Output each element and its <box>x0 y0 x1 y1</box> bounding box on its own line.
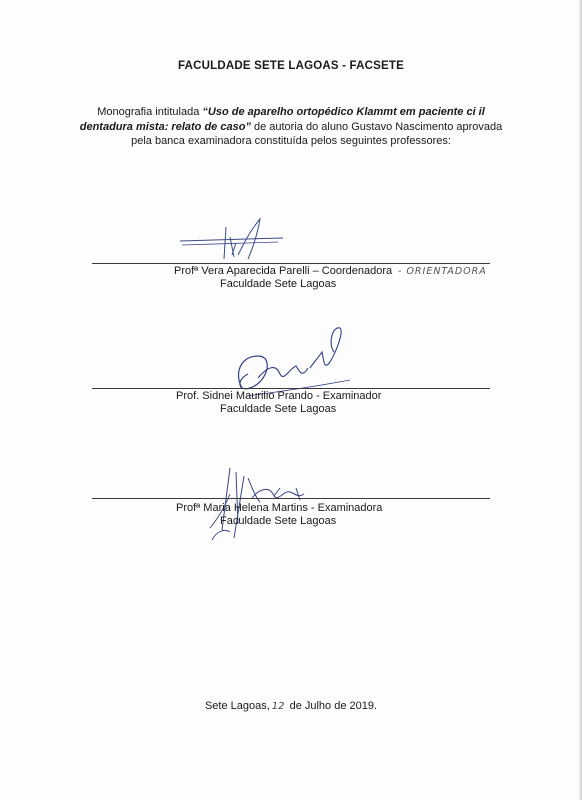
examiner-1-name: Profª Vera Aparecida Parelli – Coordenadora <box>174 265 393 277</box>
statement-suffix: de autoria do aluno Gustavo Nascimento aprovada pela banca examinadora constituída pelos seguintes professores: <box>131 120 503 147</box>
date-city: Sete Lagoas, <box>204 700 270 712</box>
examiner-2-name: Prof. Sidnei Maurilio Prando - Examinador <box>176 390 382 402</box>
date-day-handwritten: 12 <box>271 701 285 712</box>
examiner-3-name: Profª Maria Helena Martins - Examinadora <box>176 502 383 514</box>
examiner-2-institution: Faculdade Sete Lagoas <box>220 403 337 415</box>
signature-line-1 <box>92 263 490 264</box>
signature-line-3 <box>92 498 490 499</box>
signature-1 <box>178 215 288 267</box>
institution-heading: FACULDADE SETE LAGOAS - FACSETE <box>178 60 404 72</box>
monograph-title: “Uso de aparelho ortopédico Klammt em paciente ci il dentadura mista: relato de caso” <box>79 106 485 133</box>
place-and-date <box>0 700 582 712</box>
date-rest: de Julho de 2019. <box>286 700 378 712</box>
statement-prefix: Monografia intitulada <box>97 106 203 118</box>
examiner-3-institution: Faculdade Sete Lagoas <box>220 515 337 527</box>
signature-line-2 <box>92 388 490 389</box>
approval-statement <box>70 105 512 149</box>
examiner-1-institution: Faculdade Sete Lagoas <box>220 278 337 290</box>
examiner-1-handwritten-note: - ORIENTADORA <box>398 266 487 277</box>
